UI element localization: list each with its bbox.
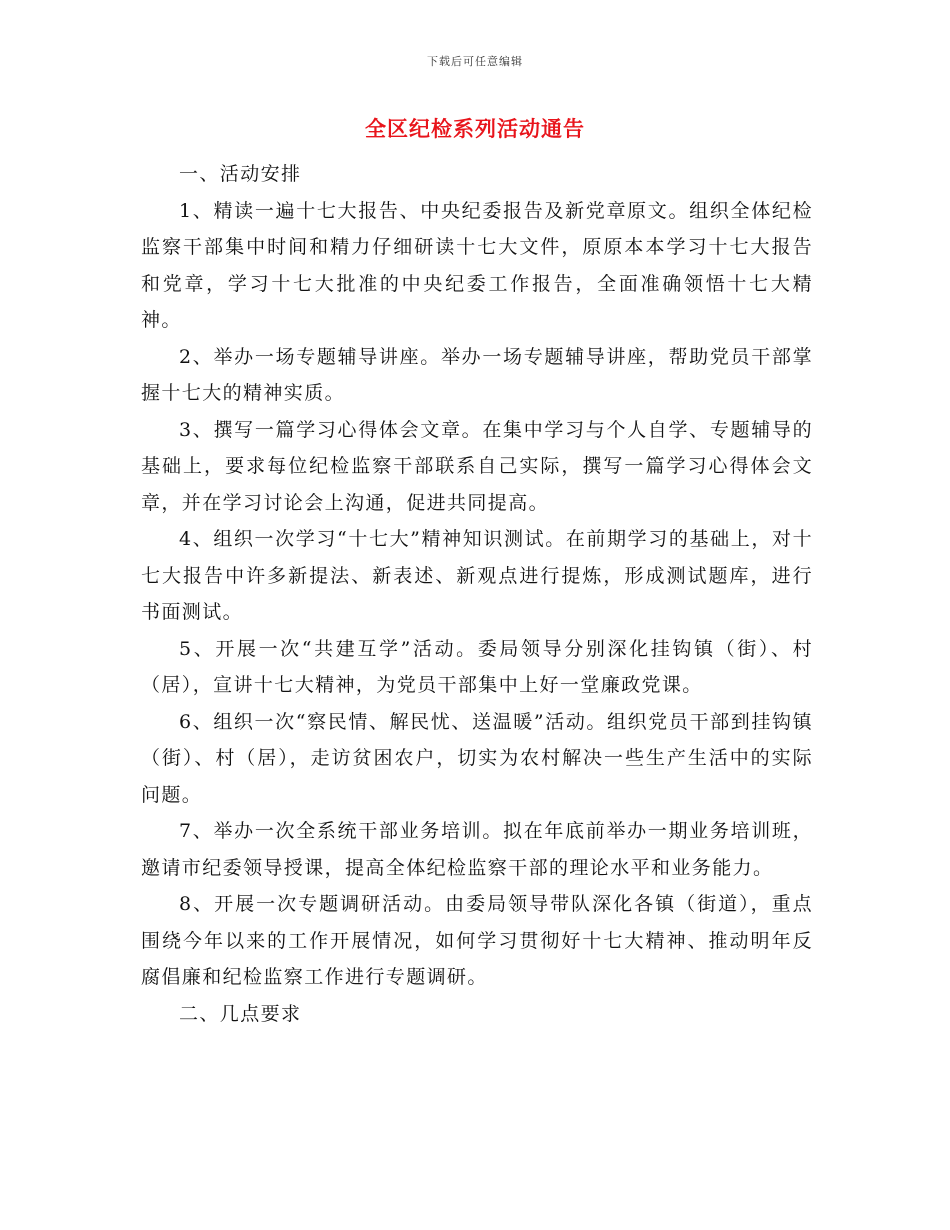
paragraph-item-6: 6、组织一次“察民情、解民忧、送温暖”活动。组织党员干部到挂钩镇（街）、村（居），走访贫困农户，切实为农村解决一些生产生活中的实际问题。 <box>141 710 813 806</box>
section-heading-arrangements: 一、活动安排 <box>179 163 302 185</box>
paragraph-item-2: 2、举办一场专题辅导讲座。举办一场专题辅导讲座，帮助党员干部掌握十七大的精神实质。 <box>141 345 813 404</box>
document-title: 全区纪检系列活动通告 <box>365 117 585 141</box>
paragraph-item-1: 1、精读一遍十七大报告、中央纪委报告及新党章原文。组织全体纪检监察干部集中时间和精力仔细研读十七大文件，原原本本学习十七大报告和党章，学习十七大批准的中央纪委工作报告，全面准确领悟十七大精神。 <box>141 199 813 331</box>
section-heading-requirements: 二、几点要求 <box>179 1002 302 1025</box>
paragraph-item-8: 8、开展一次专题调研活动。由委局领导带队深化各镇（街道），重点围绕今年以来的工作开展情况，如何学习贯彻好十七大精神、推动明年反腐倡廉和纪检监察工作进行专题调研。 <box>141 893 813 988</box>
paragraph-item-7: 7、举办一次全系统干部业务培训。拟在年底前举办一期业务培训班，邀请市纪委领导授课，提高全体纪检监察干部的理论水平和业务能力。 <box>141 820 813 879</box>
paragraph-item-5: 5、开展一次“共建互学”活动。委局领导分别深化挂钩镇（街）、村（居），宣讲十七大精神，为党员干部集中上好一堂廉政党课。 <box>141 637 813 696</box>
paragraph-item-4: 4、组织一次学习“十七大”精神知识测试。在前期学习的基础上，对十七大报告中许多新提法、新表述、新观点进行提炼，形成测试题库，进行书面测试。 <box>141 528 813 623</box>
paragraph-item-3: 3、撰写一篇学习心得体会文章。在集中学习与个人自学、专题辅导的基础上，要求每位纪检监察干部联系自己实际，撰写一篇学习心得体会文章，并在学习讨论会上沟通，促进共同提高。 <box>141 418 813 514</box>
header-note: 下载后可任意编辑 <box>427 55 523 68</box>
document-body <box>141 156 813 1032</box>
